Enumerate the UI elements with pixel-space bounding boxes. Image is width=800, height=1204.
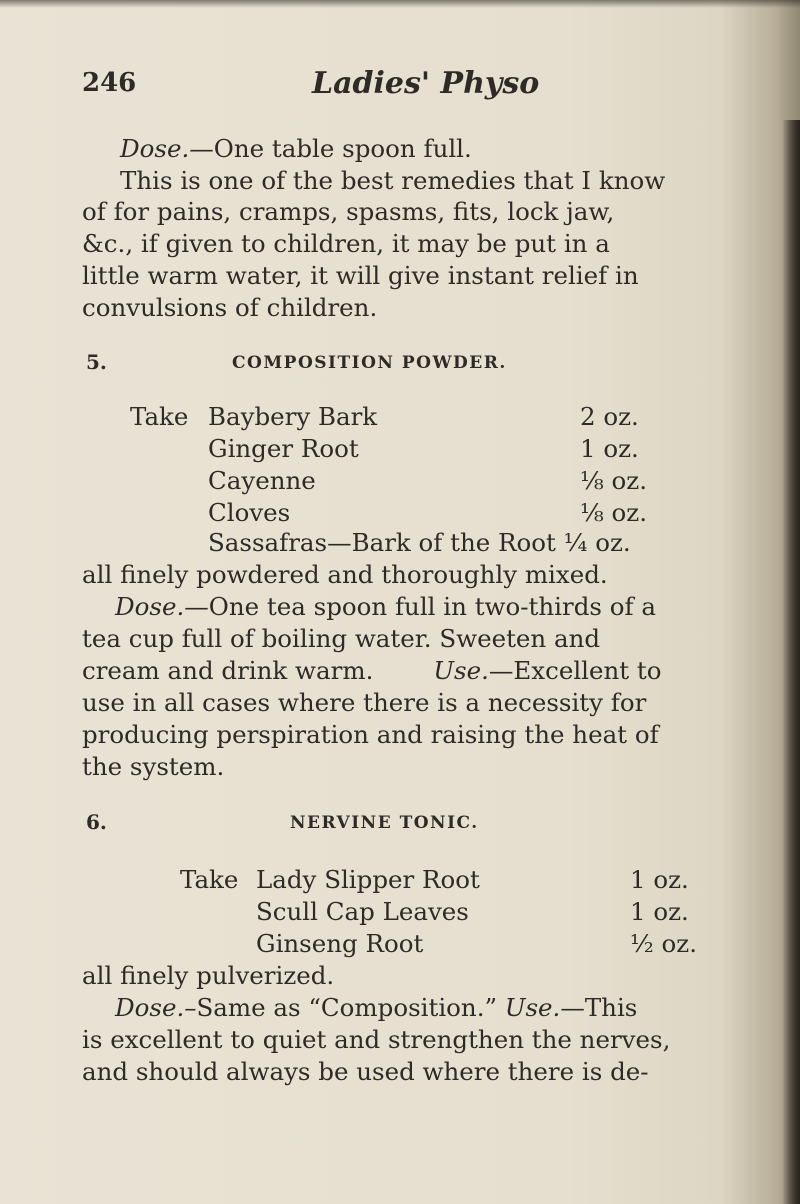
body-line: use in all cases where there is a necessity for: [82, 688, 647, 717]
ingredient-qty: 1 oz.: [630, 897, 689, 926]
intro-line: This is one of the best remedies that I know: [120, 166, 666, 195]
ingredient-name: Cloves: [208, 498, 291, 527]
dose-line: [115, 592, 656, 622]
running-title: Ladies' Physo: [312, 66, 540, 101]
section-title: NERVINE TONIC.: [290, 813, 479, 833]
dose-line: [115, 993, 637, 1023]
ingredient-name: Scull Cap Leaves: [256, 897, 469, 926]
dose-label: Dose.: [115, 592, 185, 621]
ingredient-name: Baybery Bark: [208, 402, 378, 431]
ingredient-qty: 1 oz.: [630, 865, 689, 894]
ingredient-name: Ginseng Root: [256, 929, 424, 958]
page-edge-shadow: [782, 120, 800, 1204]
body-line: and should always be used where there is de-: [82, 1057, 649, 1086]
intro-dose-line: [120, 134, 472, 164]
intro-dose-text: —One table spoon full.: [189, 134, 472, 163]
take-label: Take: [180, 865, 239, 894]
ingredient-name: Lady Slipper Root: [256, 865, 480, 894]
pulverized-line: all finely pulverized.: [82, 961, 335, 990]
page-header: [0, 68, 800, 108]
intro-line: little warm water, it will give instant relief in: [82, 261, 639, 290]
body-line: tea cup full of boiling water. Sweeten and: [82, 624, 601, 653]
section-number: 5.: [86, 350, 107, 374]
page-number: 246: [82, 68, 137, 98]
ingredient-qty: 1 oz.: [580, 434, 639, 463]
dose-text: —One tea spoon full in two-thirds of a: [184, 592, 656, 621]
ingredient-name: Cayenne: [208, 466, 316, 495]
ingredient-qty: ½ oz.: [630, 929, 697, 958]
use-label: Use.: [433, 656, 489, 685]
mixed-line: all finely powdered and thoroughly mixed.: [82, 560, 608, 589]
use-text: —This: [560, 993, 638, 1022]
ingredient-qty: ⅛ oz.: [580, 466, 647, 495]
section-title: COMPOSITION POWDER.: [232, 353, 507, 373]
ingredient-qty: ⅛ oz.: [580, 498, 647, 527]
take-label: Take: [130, 402, 189, 431]
top-shadow: [0, 0, 800, 8]
body-line: producing perspiration and raising the heat of: [82, 720, 659, 749]
sassafras-line: Sassafras—Bark of the Root ¼ oz.: [208, 528, 631, 557]
intro-line: convulsions of children.: [82, 293, 378, 322]
dose-label: Dose.: [115, 993, 185, 1022]
dose-text: –Same as “Composition.”: [184, 993, 505, 1022]
intro-line: of for pains, cramps, spasms, fits, lock jaw,: [82, 197, 615, 226]
use-label: Use.: [504, 993, 561, 1022]
ingredient-qty: 2 oz.: [580, 402, 639, 431]
section-number: 6.: [86, 810, 107, 834]
body-text: cream and drink warm.: [82, 656, 374, 685]
body-line: is excellent to quiet and strengthen the nerves,: [82, 1025, 671, 1054]
intro-dose-label: Dose.: [120, 134, 190, 163]
use-text: —Excellent to: [488, 656, 662, 685]
ingredient-name: Ginger Root: [208, 434, 359, 463]
intro-line: &c., if given to children, it may be put in a: [82, 229, 610, 258]
body-line: [82, 656, 662, 686]
body-line: the system.: [82, 752, 225, 781]
